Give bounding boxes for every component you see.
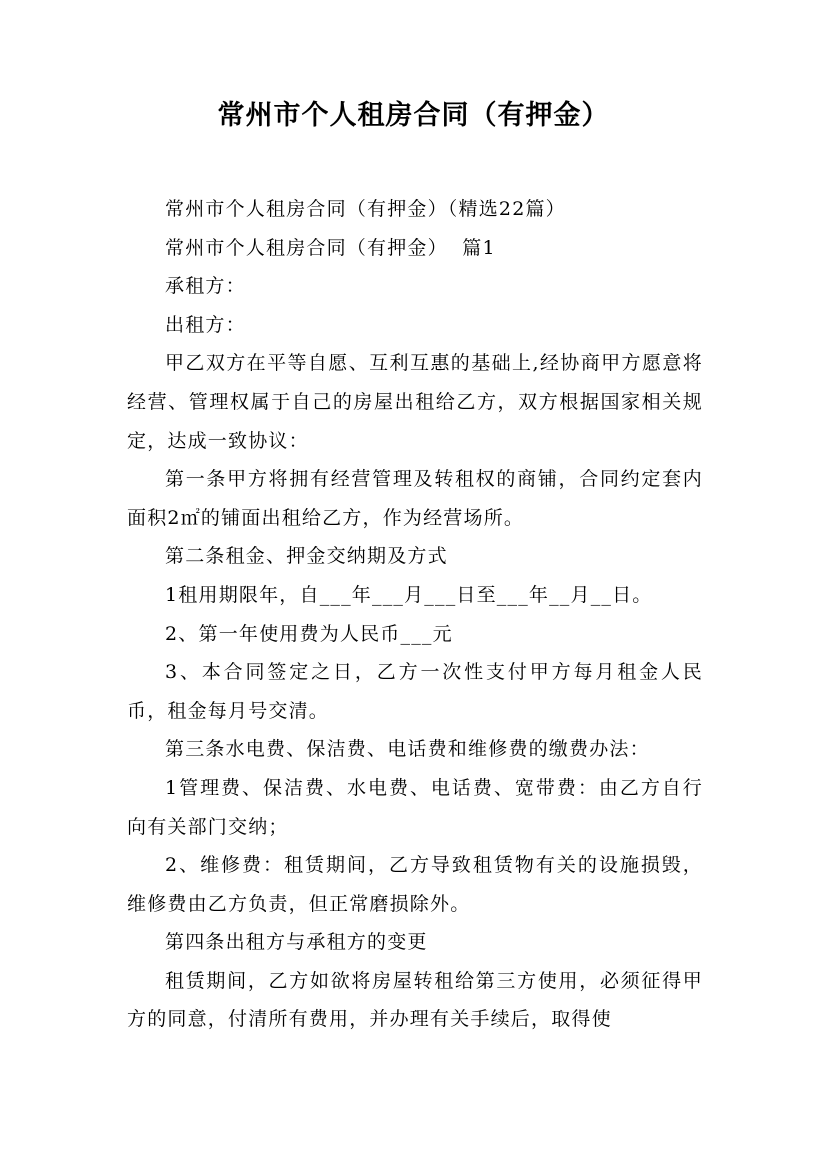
paragraph: 第一条甲方将拥有经营管理及转租权的商铺，合同约定套内面积2㎡的铺面出租给乙方，作为经营场所。 bbox=[127, 468, 703, 529]
paragraph: 第三条水电费、保洁费、电话费和维修费的缴费办法： bbox=[165, 738, 650, 761]
paragraph: 3、本合同签定之日，乙方一次性支付甲方每月租金人民币，租金每月号交清。 bbox=[127, 661, 703, 722]
paragraph: 2、第一年使用费为人民币___元 bbox=[165, 622, 453, 645]
paragraph: 第四条出租方与承租方的变更 bbox=[165, 931, 428, 954]
paragraph: 出租方： bbox=[165, 313, 246, 336]
paragraph: 1租用期限年，自___年___月___日至___年__月__日。 bbox=[165, 583, 653, 606]
paragraph: 2、维修费：租赁期间，乙方导致租赁物有关的设施损毁，维修费由乙方负责，但正常磨损除外。 bbox=[127, 854, 703, 915]
paragraph: 1管理费、保洁费、水电费、电话费、宽带费：由乙方自行向有关部门交纳； bbox=[127, 776, 703, 838]
document-title: 常州市个人租房合同（有押金） bbox=[217, 100, 610, 131]
paragraph: 常州市个人租房合同（有押金）（精选22篇） bbox=[165, 198, 566, 220]
paragraph: 甲乙双方在平等自愿、互利互惠的基础上,经协商甲方愿意将经营、管理权属于自己的房屋出租给乙方，双方根据国家相关规定，达成一致协议： bbox=[127, 352, 703, 452]
paragraph: 承租方： bbox=[165, 275, 246, 298]
paragraph: 常州市个人租房合同（有押金） 篇1 bbox=[165, 236, 496, 259]
paragraph: 第二条租金、押金交纳期及方式 bbox=[165, 545, 448, 568]
paragraph: 租赁期间，乙方如欲将房屋转租给第三方使用，必须征得甲方的同意，付清所有费用，并办理有关手续后，取得使 bbox=[127, 969, 703, 1031]
document-body bbox=[127, 190, 703, 1039]
